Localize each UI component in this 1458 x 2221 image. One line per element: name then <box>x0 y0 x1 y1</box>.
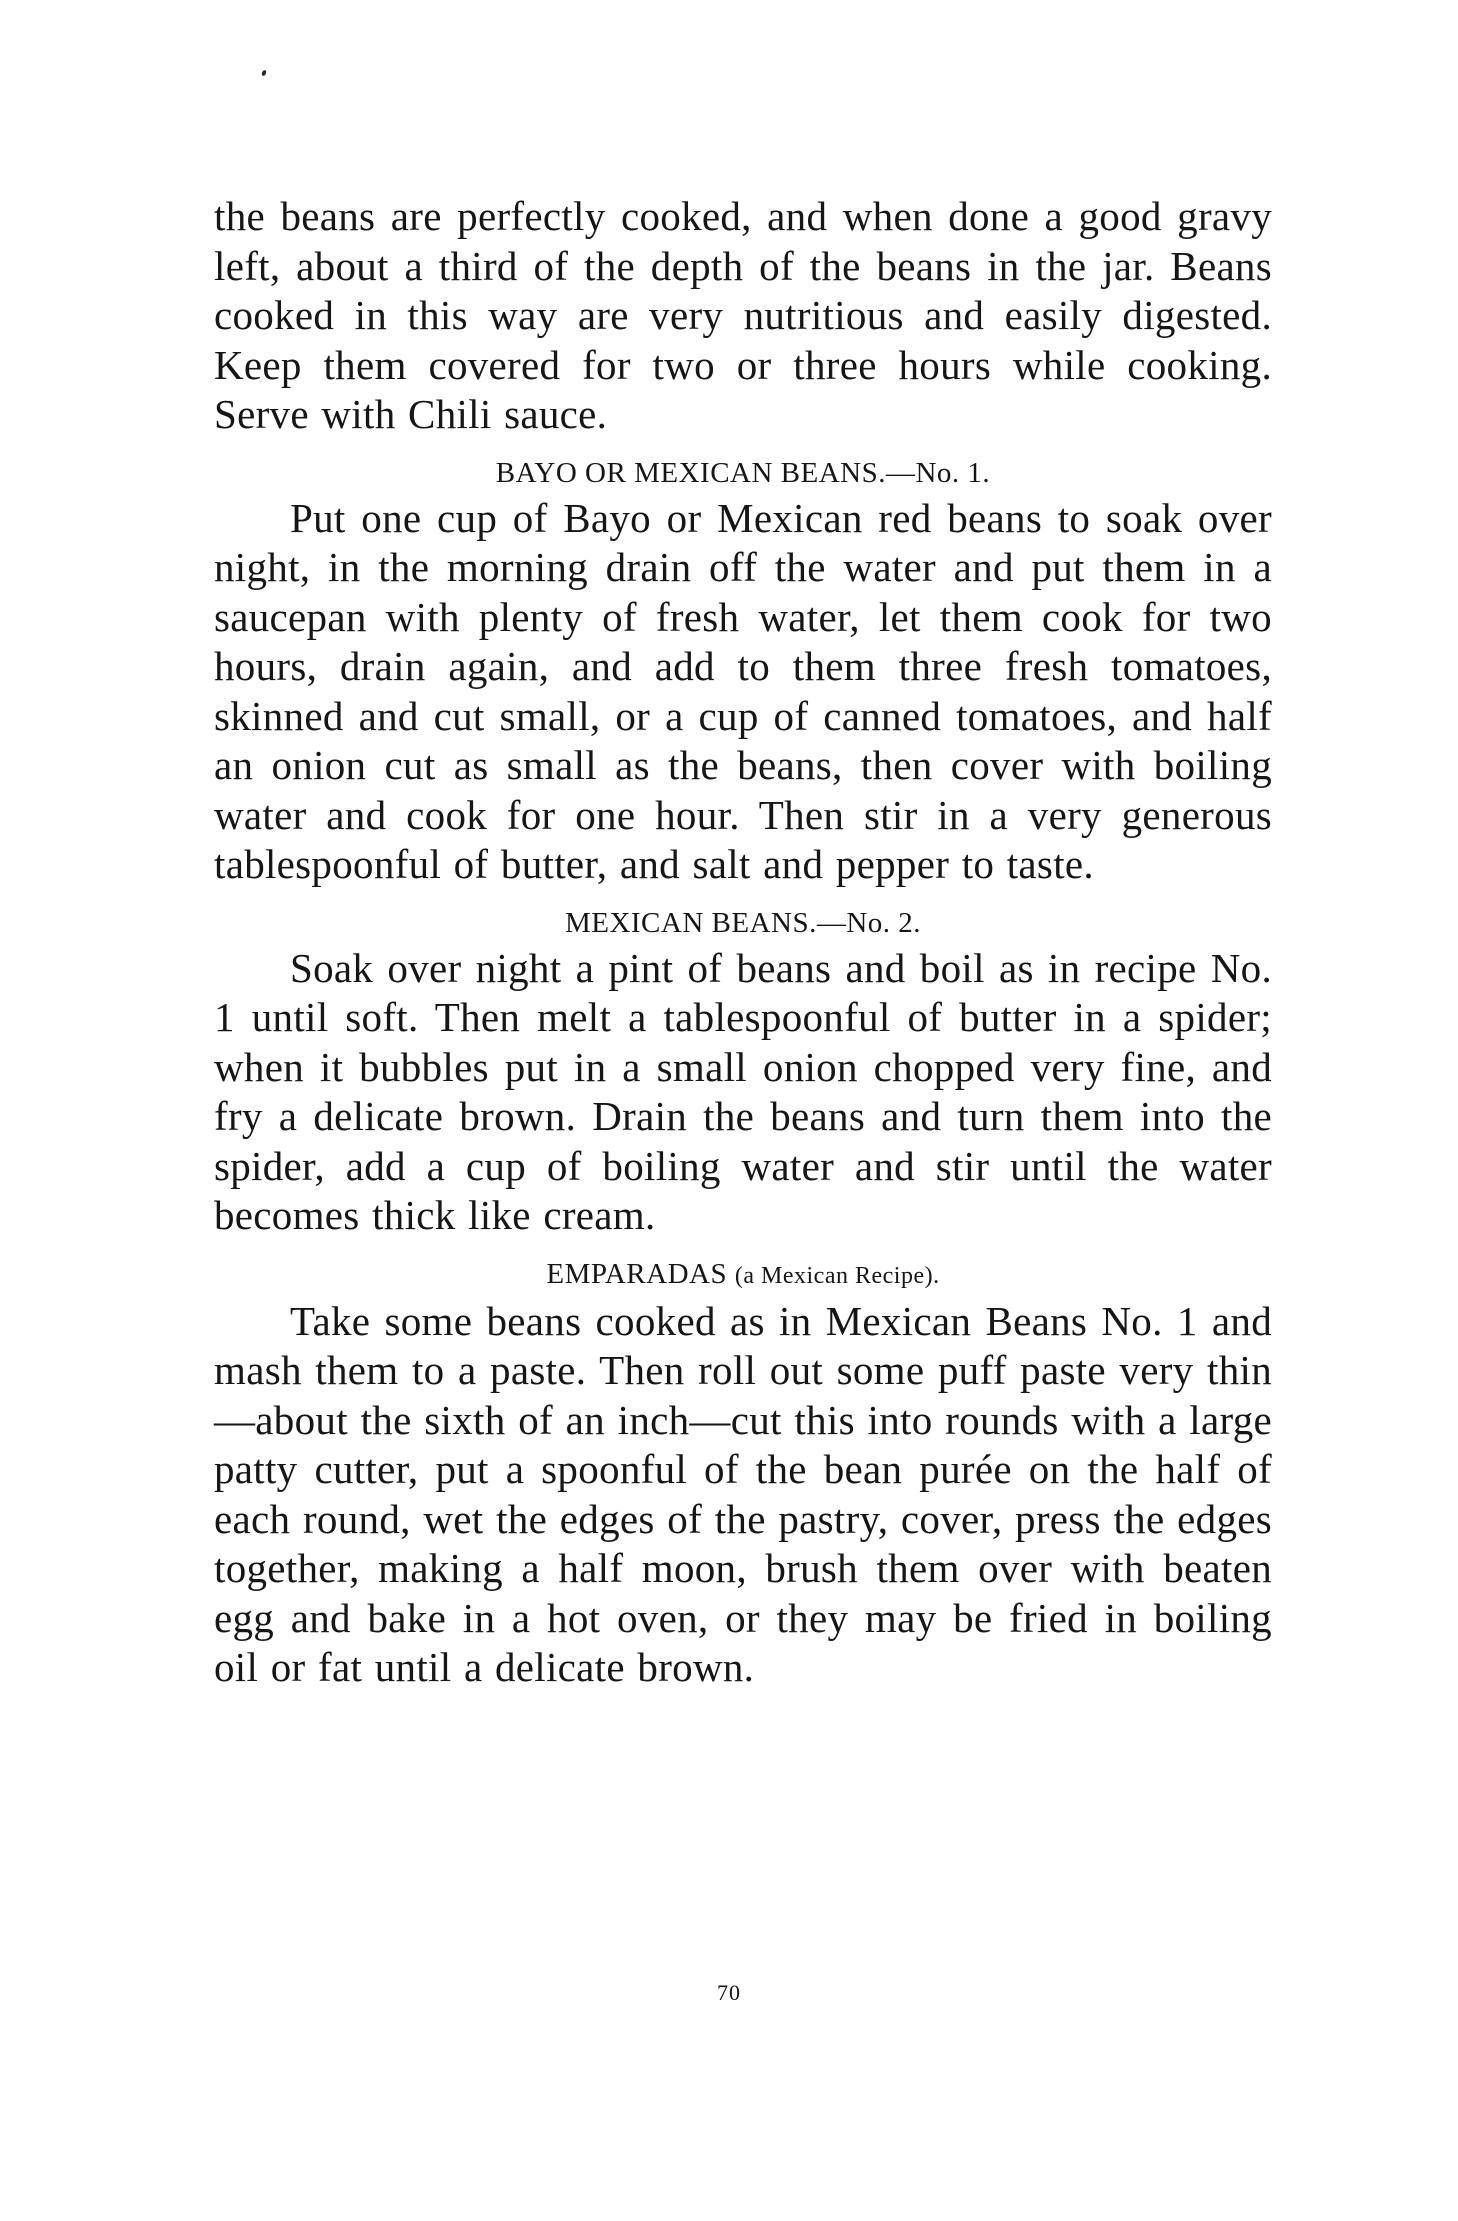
text-column <box>214 192 1272 1693</box>
recipe-body-emparadas: Take some beans cooked as in Mexican Beans No. 1 and mash them to a paste. Then roll out some puff paste very thin—about the sixth of an inch—cut this into rounds with a large patty cutter, put a spoonful of the bean purée on the half of each round, wet the edges of the pastry, cover, press the edges together, making a half moon, brush them over with beaten egg and bake in a hot oven, or they may be fried in boiling oil or fat until a delicate brown. <box>214 1297 1272 1690</box>
recipe-heading-emparadas <box>214 1257 1272 1293</box>
recipe-heading-emparadas-title: EMPARADAS <box>546 1257 728 1290</box>
ink-speck <box>261 69 267 76</box>
recipe-heading-bayo-beans: BAYO OR MEXICAN BEANS.—No. 1. <box>495 456 991 489</box>
recipe-heading-mexican-beans-2: MEXICAN BEANS.—No. 2. <box>564 906 922 939</box>
recipe-body-mexican-beans-2: Soak over night a pint of beans and boil as in recipe No. 1 until soft. Then melt a tablespoonful of butter in a spider; when it bubbles put in a small onion chopped very fine, and fry a delicate brown. Drain the beans and turn them into the spider, add a cup of boiling water and stir until the water becomes thick like cream. <box>214 944 1272 1238</box>
page-number: 70 <box>717 1980 741 2005</box>
recipe-heading-emparadas-subtitle: (a Mexican Recipe). <box>734 1262 940 1289</box>
recipe-body-bayo-beans: Put one cup of Bayo or Mexican red beans to soak over night, in the morning drain off the water and put them in a saucepan with plenty of fresh water, let them cook for two hours, drain again, and add to them three fresh tomatoes, skinned and cut small, or a cup of canned tomatoes, and half an onion cut as small as the beans, then cover with boiling water and cook for one hour. Then stir in a very generous tablespoonful of butter, and salt and pepper to taste. <box>214 494 1272 887</box>
continued-paragraph: the beans are perfectly cooked, and when done a good gravy left, about a third of the depth of the beans in the jar. Beans cooked in this way are very nutritious and easily digested. Keep them covered for two or three hours while cooking. Serve with Chili sauce. <box>214 193 1272 437</box>
